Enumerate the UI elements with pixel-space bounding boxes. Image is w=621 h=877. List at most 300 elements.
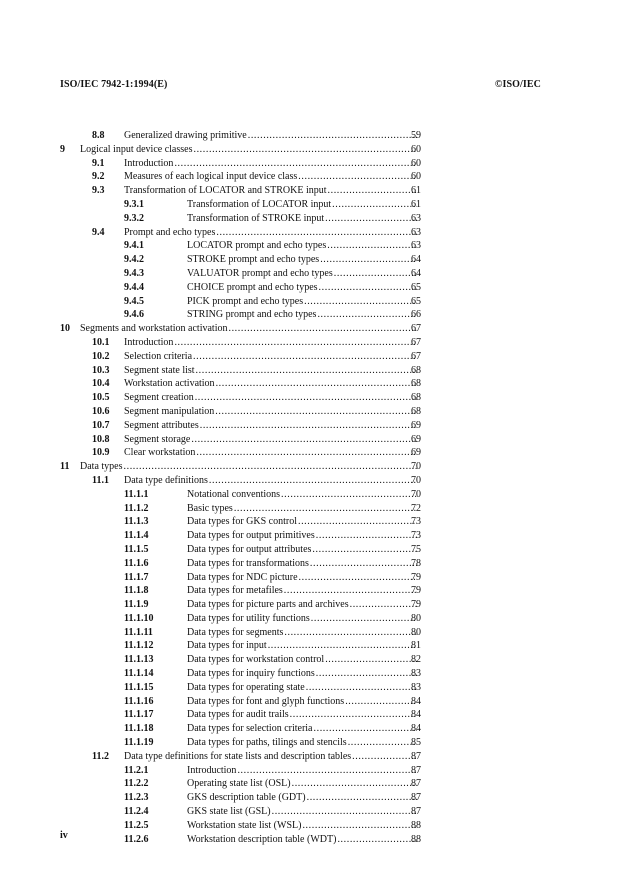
toc-entry-title-leader [187, 805, 417, 819]
dot-leader [124, 460, 418, 474]
toc-entry-page: 67 [411, 323, 421, 335]
toc-entry [0, 350, 621, 364]
toc-entry-number: 11.1.15 [124, 681, 154, 693]
dot-leader [193, 143, 417, 157]
toc-entry-title: Logical input device classes [80, 143, 193, 155]
toc-entry-title-leader [124, 364, 417, 378]
toc-entry-number: 9.4.6 [124, 309, 144, 321]
dot-leader [268, 639, 417, 653]
dot-leader [196, 446, 417, 460]
copyright-mark: ©ISO/IEC [494, 79, 541, 90]
toc-entry-page: 72 [411, 502, 421, 514]
toc-entry-page: 65 [411, 295, 421, 307]
toc-entry [0, 653, 621, 667]
toc-entry-title: Segment storage [124, 433, 191, 445]
dot-leader [191, 433, 417, 447]
dot-leader [314, 722, 418, 736]
toc-entry-number: 9.4.5 [124, 295, 144, 307]
dot-leader [319, 281, 417, 295]
toc-entry-page: 69 [411, 447, 421, 459]
toc-entry-page: 69 [411, 419, 421, 431]
dot-leader [193, 350, 417, 364]
toc-entry-page: 73 [411, 516, 421, 528]
dot-leader [174, 157, 417, 171]
toc-entry-title-leader [187, 708, 417, 722]
toc-entry [0, 405, 621, 419]
toc-entry-title: Segment manipulation [124, 405, 215, 417]
toc-entry-title: Selection criteria [124, 350, 193, 362]
toc-entry-title: Data types for output primitives [187, 530, 315, 542]
toc-entry-page: 87 [411, 792, 421, 804]
toc-entry-title: Notational conventions [187, 488, 281, 500]
toc-entry-page: 68 [411, 392, 421, 404]
toc-entry-title: Operating state list (OSL) [187, 778, 291, 790]
toc-entry [0, 557, 621, 571]
toc-entry [0, 695, 621, 709]
toc-entry-title-leader [80, 322, 417, 336]
toc-entry-page: 65 [411, 281, 421, 293]
toc-entry-number: 10.4 [92, 378, 110, 390]
toc-entry-number: 11.1.13 [124, 654, 154, 666]
toc-entry-number: 11.1 [92, 474, 109, 486]
toc-entry [0, 377, 621, 391]
toc-entry-title: STROKE prompt and echo types [187, 254, 320, 266]
toc-entry-title: Workstation activation [124, 378, 215, 390]
dot-leader [209, 474, 417, 488]
toc-entry-title-leader [187, 777, 417, 791]
toc-entry-title: Introduction [124, 336, 174, 348]
toc-entry-number: 11.1.3 [124, 516, 149, 528]
toc-entry-page: 87 [411, 764, 421, 776]
toc-entry-number: 9.1 [92, 157, 105, 169]
dot-leader [248, 129, 417, 143]
toc-entry-title: Data types for segments [187, 626, 284, 638]
toc-entry [0, 198, 621, 212]
dot-leader [325, 212, 417, 226]
toc-entry-title-leader [124, 474, 417, 488]
toc-entry-title: CHOICE prompt and echo types [187, 281, 318, 293]
toc-entry-number: 9.4.1 [124, 240, 144, 252]
toc-entry [0, 584, 621, 598]
toc-entry-title-leader [187, 667, 417, 681]
toc-entry [0, 805, 621, 819]
toc-entry-title: Data types [80, 461, 123, 473]
toc-entry-number: 9 [60, 143, 65, 155]
toc-entry-page: 82 [411, 654, 421, 666]
toc-entry-title: Data types for audit trails [187, 709, 289, 721]
toc-entry-title: VALUATOR prompt and echo types [187, 267, 333, 279]
toc-entry [0, 364, 621, 378]
dot-leader [302, 819, 417, 833]
dot-leader [334, 267, 417, 281]
table-of-contents [0, 129, 621, 846]
toc-entry-number: 11.2.3 [124, 792, 149, 804]
toc-entry [0, 833, 621, 847]
toc-entry [0, 750, 621, 764]
toc-entry-number: 9.4.3 [124, 267, 144, 279]
toc-entry-title-leader [187, 639, 417, 653]
toc-entry-number: 11.2 [92, 750, 109, 762]
toc-entry-page: 88 [411, 819, 421, 831]
toc-entry [0, 571, 621, 585]
toc-entry [0, 267, 621, 281]
toc-entry [0, 419, 621, 433]
toc-entry [0, 529, 621, 543]
toc-entry-number: 11.1.8 [124, 585, 149, 597]
toc-entry-page: 64 [411, 267, 421, 279]
toc-entry [0, 212, 621, 226]
toc-entry-title-leader [187, 722, 417, 736]
toc-entry [0, 791, 621, 805]
toc-entry-title: Workstation state list (WSL) [187, 819, 302, 831]
dot-leader [310, 557, 417, 571]
dot-leader [195, 391, 417, 405]
toc-entry [0, 129, 621, 143]
toc-entry-page: 87 [411, 806, 421, 818]
toc-entry-page: 63 [411, 226, 421, 238]
toc-entry-page: 80 [411, 612, 421, 624]
toc-entry-title-leader [187, 681, 417, 695]
toc-entry-title-leader [187, 515, 417, 529]
toc-entry-page: 70 [411, 474, 421, 486]
toc-entry-title-leader [187, 543, 417, 557]
dot-leader [215, 405, 417, 419]
toc-entry-title: Data types for workstation control [187, 654, 325, 666]
toc-entry-number: 11.1.19 [124, 737, 154, 749]
toc-entry-page: 81 [411, 640, 421, 652]
toc-entry-page: 83 [411, 668, 421, 680]
toc-entry-title-leader [124, 157, 417, 171]
toc-entry [0, 446, 621, 460]
dot-leader [348, 736, 417, 750]
dot-leader [311, 612, 417, 626]
toc-entry-title-leader [124, 405, 417, 419]
toc-entry-number: 9.2 [92, 171, 105, 183]
dot-leader [320, 253, 417, 267]
toc-entry-title: Segments and workstation activation [80, 323, 228, 335]
toc-entry-number: 10.8 [92, 433, 110, 445]
toc-entry-title-leader [187, 295, 417, 309]
toc-entry-number: 11 [60, 461, 70, 473]
toc-entry-title: Generalized drawing primitive [124, 130, 247, 141]
toc-entry [0, 184, 621, 198]
toc-entry-number: 11.1.18 [124, 723, 154, 735]
dot-leader [352, 750, 417, 764]
toc-entry-title-leader [80, 460, 417, 474]
toc-entry [0, 612, 621, 626]
toc-entry-title-leader [187, 612, 417, 626]
toc-entry-page: 67 [411, 336, 421, 348]
dot-leader [332, 198, 417, 212]
toc-entry [0, 308, 621, 322]
toc-entry-title-leader [124, 391, 417, 405]
toc-entry-number: 11.1.6 [124, 557, 149, 569]
toc-entry [0, 488, 621, 502]
toc-entry [0, 626, 621, 640]
dot-leader [345, 695, 417, 709]
toc-entry-number: 10.6 [92, 405, 110, 417]
dot-leader [316, 667, 417, 681]
toc-entry-title: Transformation of LOCATOR input [187, 198, 332, 210]
toc-entry-page: 60 [411, 171, 421, 183]
toc-entry [0, 708, 621, 722]
toc-entry-page: 79 [411, 599, 421, 611]
toc-entry-page: 87 [411, 750, 421, 762]
toc-entry-page: 70 [411, 461, 421, 473]
dot-leader [316, 529, 417, 543]
toc-entry-page: 83 [411, 681, 421, 693]
toc-entry-page: 66 [411, 309, 421, 321]
dot-leader [216, 226, 417, 240]
toc-entry-title: Transformation of STROKE input [187, 212, 325, 224]
toc-entry-title-leader [124, 336, 417, 350]
toc-entry-number: 9.4.4 [124, 281, 144, 293]
toc-entry [0, 722, 621, 736]
toc-entry-title: Data types for paths, tilings and stencils [187, 737, 347, 749]
toc-entry-title-leader [187, 557, 417, 571]
toc-entry-page: 87 [411, 778, 421, 790]
dot-leader [174, 336, 417, 350]
toc-entry-page: 88 [411, 833, 421, 845]
toc-entry-number: 11.2.6 [124, 833, 149, 845]
dot-leader [327, 239, 417, 253]
toc-entry-number: 11.1.2 [124, 502, 149, 514]
toc-entry-number: 11.2.2 [124, 778, 149, 790]
toc-entry-title-leader [187, 819, 417, 833]
dot-leader [298, 170, 417, 184]
toc-entry [0, 226, 621, 240]
toc-entry-title-leader [187, 584, 417, 598]
toc-entry-number: 11.2.1 [124, 764, 149, 776]
dot-leader [328, 184, 418, 198]
toc-entry-title: Data type definitions for state lists and description tables [124, 750, 352, 762]
toc-entry-title-leader [187, 571, 417, 585]
toc-entry-title: GKS state list (GSL) [187, 806, 271, 818]
toc-entry-page: 80 [411, 626, 421, 638]
toc-entry [0, 433, 621, 447]
toc-entry-number: 11.2.5 [124, 819, 149, 831]
toc-entry [0, 777, 621, 791]
toc-entry-title-leader [187, 791, 417, 805]
toc-entry-title: Workstation description table (WDT) [187, 833, 337, 845]
dot-leader [196, 364, 417, 378]
toc-entry [0, 336, 621, 350]
toc-entry-title-leader [187, 764, 417, 778]
toc-entry [0, 474, 621, 488]
toc-entry-title: Measures of each logical input device class [124, 171, 298, 183]
dot-leader [299, 571, 417, 585]
toc-entry-title-leader [187, 267, 417, 281]
toc-entry-page: 79 [411, 571, 421, 583]
toc-entry-page: 60 [411, 143, 421, 155]
dot-leader [290, 708, 417, 722]
toc-entry [0, 543, 621, 557]
toc-entry [0, 143, 621, 157]
toc-entry [0, 239, 621, 253]
toc-entry-page: 61 [411, 185, 421, 197]
toc-entry-number: 10.7 [92, 419, 110, 431]
toc-entry-title: Data types for input [187, 640, 267, 652]
toc-entry-number: 10.1 [92, 336, 110, 348]
dot-leader [312, 543, 417, 557]
toc-entry-title-leader [124, 170, 417, 184]
toc-entry-number: 11.1.5 [124, 543, 149, 555]
toc-entry [0, 819, 621, 833]
toc-entry-number: 9.3.1 [124, 198, 144, 210]
toc-entry-title: Introduction [187, 764, 237, 776]
toc-entry-title-leader [80, 143, 417, 157]
toc-entry-title-leader [187, 626, 417, 640]
toc-entry-page: 60 [411, 157, 421, 169]
toc-entry-title-leader [124, 419, 417, 433]
toc-entry-page: 78 [411, 557, 421, 569]
toc-entry-page: 84 [411, 709, 421, 721]
dot-leader [306, 681, 417, 695]
toc-entry-number: 11.1.17 [124, 709, 154, 721]
toc-entry-title: Introduction [124, 157, 174, 169]
page-number: iv [60, 830, 68, 841]
toc-entry [0, 295, 621, 309]
toc-entry-title-leader [187, 488, 417, 502]
toc-entry-page: 73 [411, 530, 421, 542]
toc-entry-page: 59 [411, 130, 421, 141]
toc-entry-title-leader [187, 239, 417, 253]
dot-leader [200, 419, 417, 433]
toc-entry-number: 10.9 [92, 447, 110, 459]
toc-entry-title: Prompt and echo types [124, 226, 216, 238]
toc-entry-title: Segment creation [124, 392, 194, 404]
toc-entry [0, 667, 621, 681]
document-id: ISO/IEC 7942-1:1994(E) [60, 79, 168, 90]
toc-entry [0, 322, 621, 336]
toc-entry-title: Data types for selection criteria [187, 723, 313, 735]
toc-entry-number: 10.5 [92, 392, 110, 404]
dot-leader [272, 805, 417, 819]
toc-entry-number: 9.3.2 [124, 212, 144, 224]
toc-entry-number: 9.3 [92, 185, 105, 197]
toc-entry-number: 11.1.16 [124, 695, 154, 707]
toc-entry-title: LOCATOR prompt and echo types [187, 240, 327, 252]
dot-leader [337, 833, 417, 847]
toc-entry-title: Transformation of LOCATOR and STROKE input [124, 185, 327, 197]
dot-leader [317, 308, 417, 322]
toc-entry-title: Segment attributes [124, 419, 199, 431]
toc-entry-title: Data types for metafiles [187, 585, 283, 597]
toc-entry-title-leader [124, 433, 417, 447]
toc-entry-title: Data types for transformations [187, 557, 309, 569]
toc-entry-title-leader [187, 253, 417, 267]
toc-entry-title-leader [187, 308, 417, 322]
toc-entry-page: 69 [411, 433, 421, 445]
toc-entry-title: Clear workstation [124, 447, 196, 459]
toc-entry-title-leader [187, 695, 417, 709]
toc-entry-title-leader [124, 129, 417, 143]
toc-entry [0, 460, 621, 474]
toc-entry-number: 11.1.12 [124, 640, 154, 652]
toc-entry-number: 11.1.1 [124, 488, 149, 500]
toc-entry-title: STRING prompt and echo types [187, 309, 317, 321]
dot-leader [216, 377, 417, 391]
toc-entry-page: 84 [411, 723, 421, 735]
dot-leader [234, 502, 417, 516]
toc-entry-title-leader [124, 377, 417, 391]
toc-entry-page: 67 [411, 350, 421, 362]
toc-entry [0, 681, 621, 695]
toc-entry [0, 598, 621, 612]
toc-entry-title: Data type definitions [124, 474, 208, 486]
toc-entry-title-leader [187, 529, 417, 543]
toc-entry-page: 68 [411, 405, 421, 417]
toc-entry-title: Data types for output attributes [187, 543, 312, 555]
dot-leader [237, 764, 417, 778]
toc-entry [0, 157, 621, 171]
toc-entry [0, 764, 621, 778]
toc-entry-title-leader [187, 598, 417, 612]
toc-entry-page: 64 [411, 254, 421, 266]
toc-entry-title-leader [124, 226, 417, 240]
toc-entry-page: 84 [411, 695, 421, 707]
toc-entry-title-leader [187, 212, 417, 226]
toc-entry-page: 79 [411, 585, 421, 597]
toc-entry-title-leader [124, 350, 417, 364]
toc-entry [0, 639, 621, 653]
toc-entry-title-leader [187, 736, 417, 750]
toc-entry [0, 502, 621, 516]
toc-entry-title-leader [124, 446, 417, 460]
dot-leader [298, 515, 417, 529]
toc-entry-number: 10.2 [92, 350, 110, 362]
toc-entry-page: 61 [411, 198, 421, 210]
toc-entry-title: GKS description table (GDT) [187, 792, 306, 804]
toc-entry-number: 10 [60, 323, 70, 335]
toc-entry-title: PICK prompt and echo types [187, 295, 304, 307]
toc-entry-page: 63 [411, 240, 421, 252]
toc-entry-title-leader [187, 502, 417, 516]
toc-entry [0, 515, 621, 529]
toc-entry-title: Data types for inquiry functions [187, 668, 315, 680]
toc-entry-title: Data types for picture parts and archives [187, 599, 349, 611]
toc-entry [0, 281, 621, 295]
toc-entry-title: Basic types [187, 502, 233, 514]
toc-entry-number: 11.1.14 [124, 668, 154, 680]
toc-entry [0, 736, 621, 750]
dot-leader [304, 295, 417, 309]
dot-leader [307, 791, 417, 805]
toc-entry-title: Data types for utility functions [187, 612, 310, 624]
toc-entry-number: 11.1.11 [124, 626, 153, 638]
toc-entry-number: 10.3 [92, 364, 110, 376]
toc-entry-number: 9.4 [92, 226, 105, 238]
toc-entry-number: 9.4.2 [124, 254, 144, 266]
toc-entry-page: 85 [411, 737, 421, 749]
dot-leader [284, 584, 417, 598]
toc-entry-number: 8.8 [92, 130, 105, 141]
toc-entry-number: 11.1.7 [124, 571, 149, 583]
toc-entry-page: 75 [411, 543, 421, 555]
toc-entry-number: 11.2.4 [124, 806, 149, 818]
dot-leader [284, 626, 417, 640]
dot-leader [325, 653, 417, 667]
toc-entry-title-leader [124, 750, 417, 764]
toc-entry-title: Data types for operating state [187, 681, 305, 693]
toc-entry [0, 391, 621, 405]
dot-leader [350, 598, 417, 612]
toc-entry-title-leader [124, 184, 417, 198]
dot-leader [281, 488, 417, 502]
toc-entry-page: 68 [411, 378, 421, 390]
toc-entry-title-leader [187, 198, 417, 212]
toc-entry-title-leader [187, 281, 417, 295]
